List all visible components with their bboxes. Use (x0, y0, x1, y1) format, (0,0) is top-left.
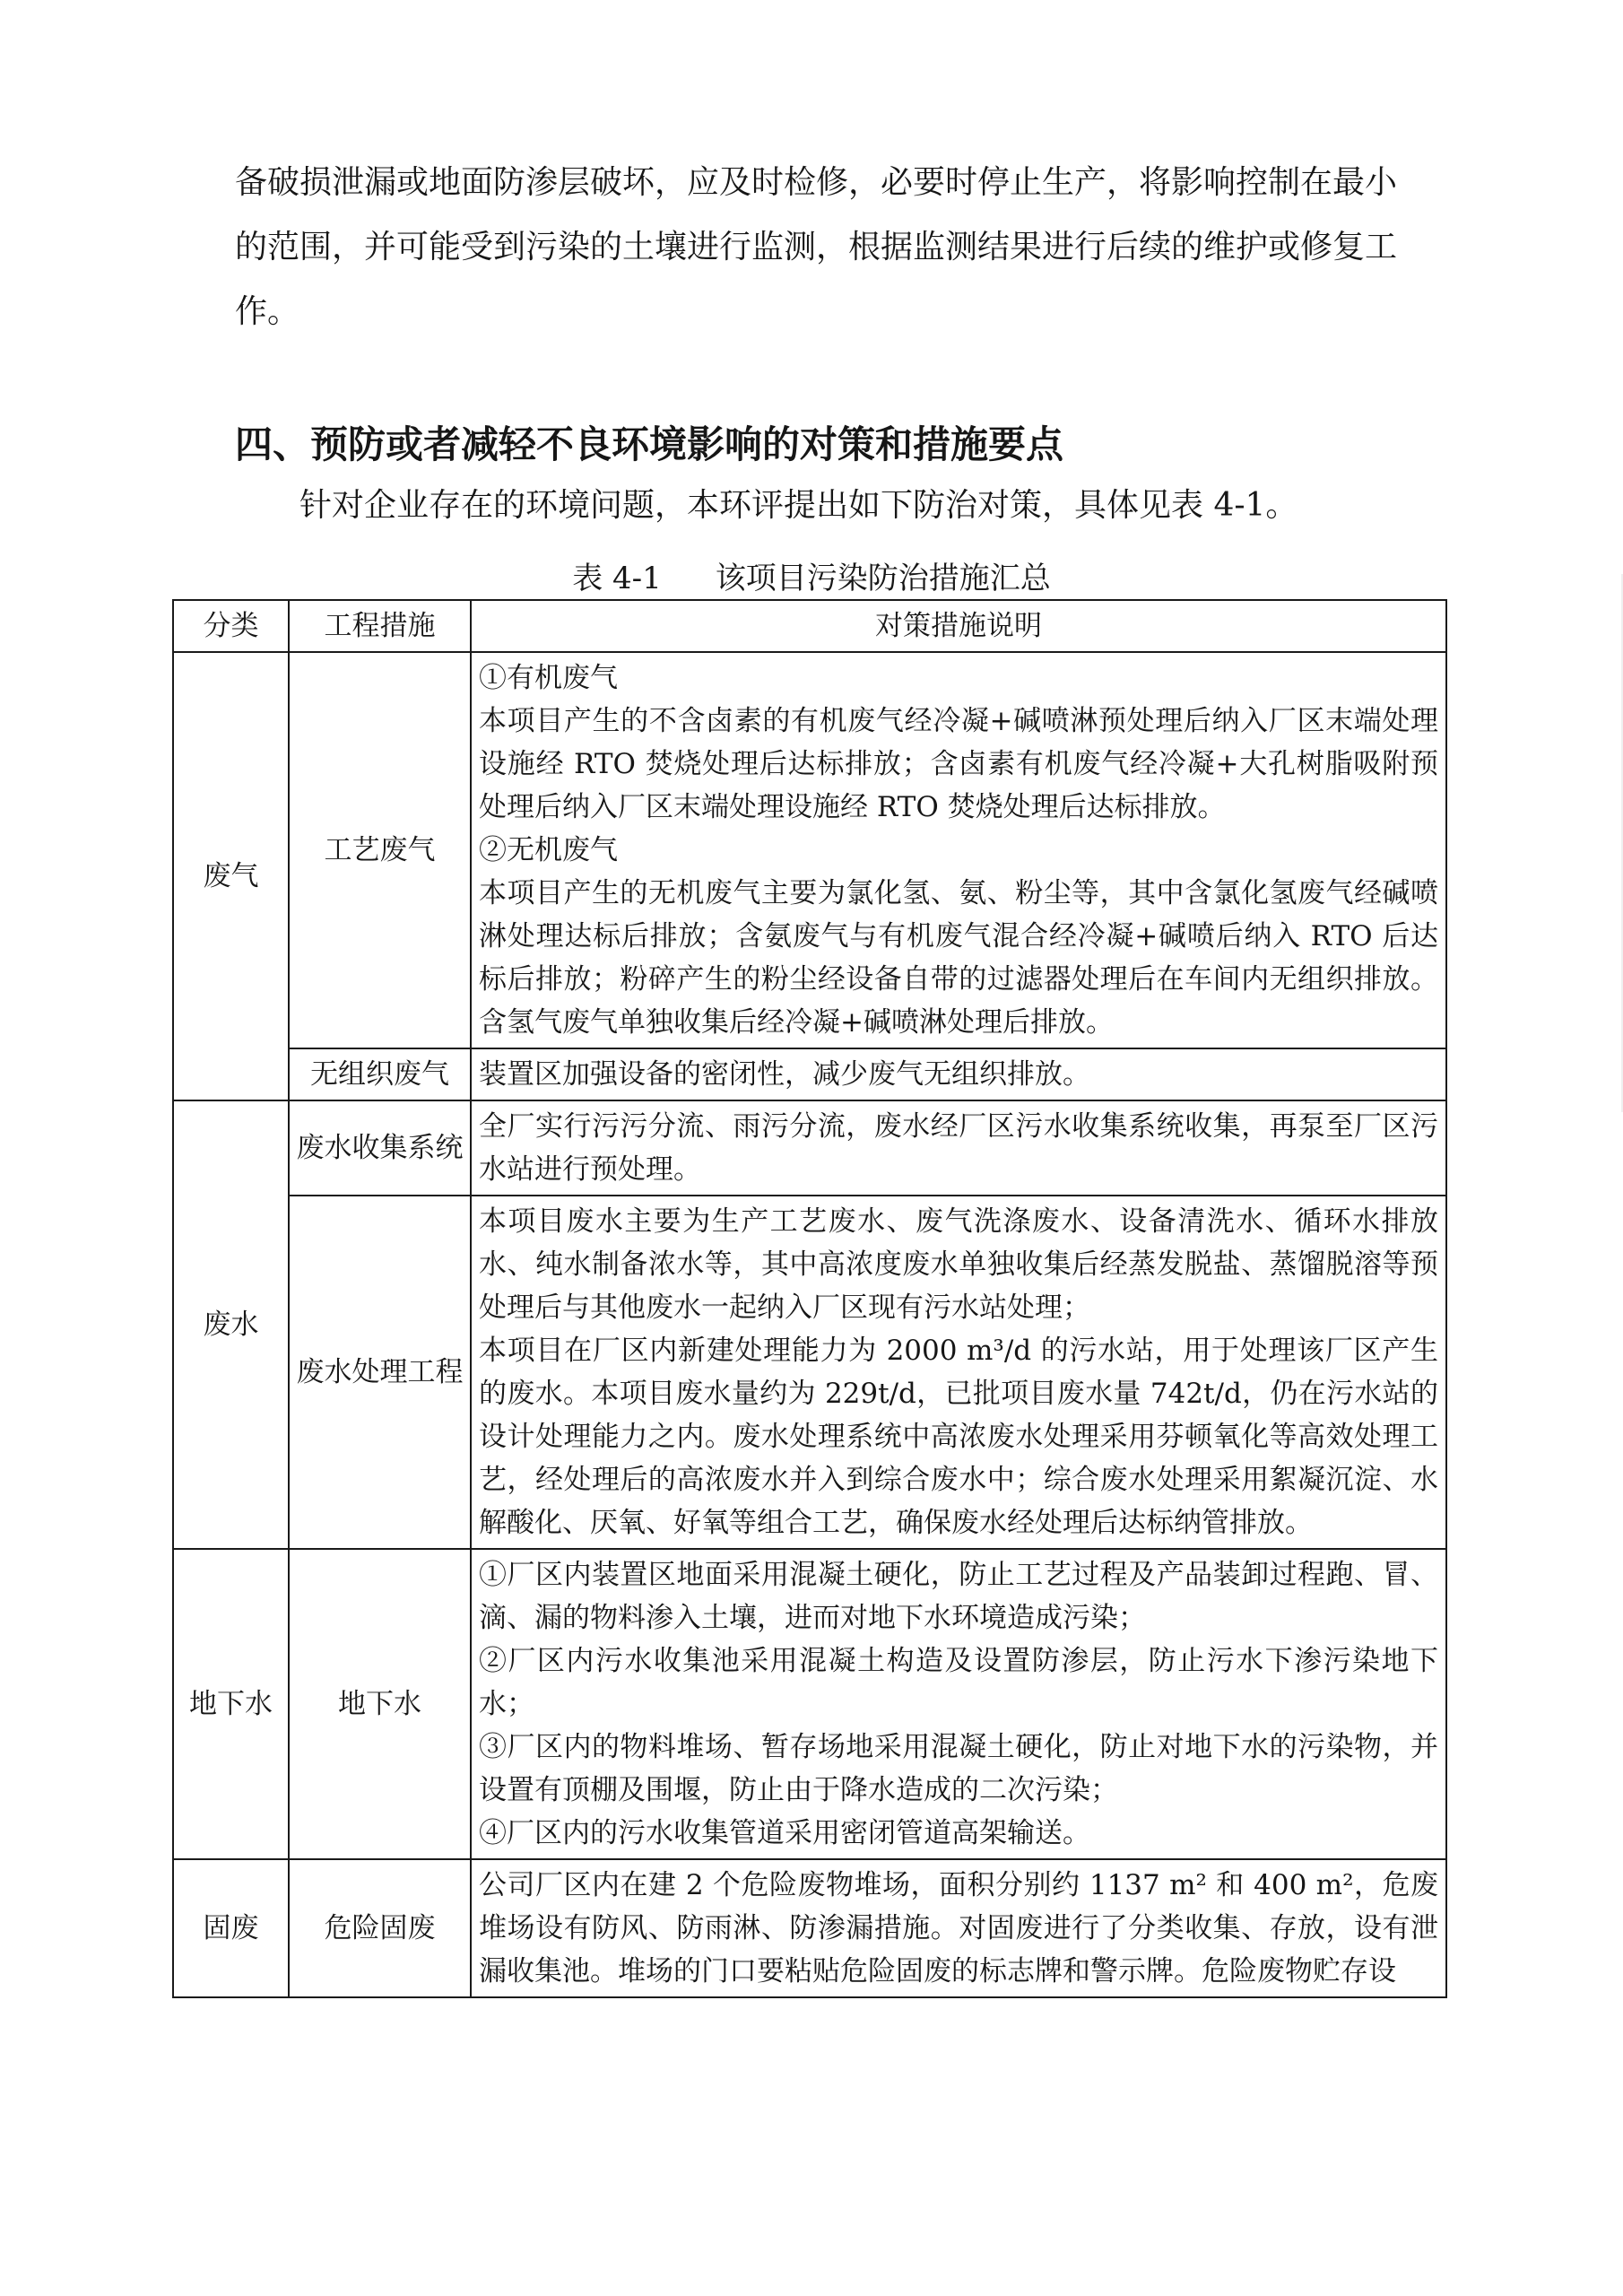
category-cell: 废气 (173, 652, 289, 1100)
category-cell: 固废 (173, 1859, 289, 1997)
table-caption-number: 表 4-1 (572, 561, 662, 596)
section-sentence: 针对企业存在的环境问题，本环评提出如下防治对策，具体见表 4-1。 (299, 487, 1298, 524)
description-cell (471, 1196, 1446, 1549)
description-cell (471, 1859, 1446, 1997)
table-row (173, 1100, 1446, 1196)
description-line: 本项目产生的不含卤素的有机废气经冷凝+碱喷淋预处理后纳入厂区末端处理设施经 RTO 焚烧处理后达标排放；含卤素有机废气经冷凝+大孔树脂吸附预处理后纳入厂区末端处理设施经 RTO 焚烧处理后达标排放。 (479, 705, 1438, 823)
description-cell (471, 1048, 1446, 1100)
description-cell (471, 652, 1446, 1048)
description-line: 装置区加强设备的密闭性，减少废气无组织排放。 (479, 1058, 1090, 1091)
measure-cell: 危险固废 (289, 1859, 471, 1997)
measure-cell: 工艺废气 (289, 652, 471, 1048)
description-line: ④厂区内的污水收集管道采用密闭管道高架输送。 (479, 1817, 1090, 1849)
description-line: 本项目在厂区内新建处理能力为 2000 m³/d 的污水站，用于处理该厂区产生的废水。本项目废水量约为 229t/d，已批项目废水量 742t/d，仍在污水站的设计处理能力之内。废水处理系统中高浓废水处理采用芬顿氧化等高效处理工艺，经处理后的高浓废水并入到综合废水中；综合废水处理采用絮凝沉淀、水解酸化、厌氧、好氧等组合工艺，确保废水经处理后达标纳管排放。 (479, 1335, 1438, 1539)
measure-cell: 废水处理工程 (289, 1196, 471, 1549)
measure-cell: 地下水 (289, 1549, 471, 1859)
intro-paragraph: 备破损泄漏或地面防渗层破坏，应及时检修，必要时停止生产，将影响控制在最小的范围，并可能受到污染的土壤进行监测，根据监测结果进行后续的维护或修复工作。 (235, 164, 1398, 330)
description-line: 本项目产生的无机废气主要为氯化氢、氨、粉尘等，其中含氯化氢废气经碱喷淋处理达标后排放；含氨废气与有机废气混合经冷凝+碱喷后纳入 RTO 后达标后排放；粉碎产生的粉尘经设备自带的过滤器处理后在车间内无组织排放。含氢气废气单独收集后经冷凝+碱喷淋处理后排放。 (479, 877, 1438, 1039)
description-line: ②厂区内污水收集池采用混凝土构造及设置防渗层，防止污水下渗污染地下水； (479, 1645, 1438, 1720)
measure-cell: 无组织废气 (289, 1048, 471, 1100)
table-row (173, 1196, 1446, 1549)
category-cell: 废水 (173, 1100, 289, 1549)
description-line: 全厂实行污污分流、雨污分流，废水经厂区污水收集系统收集，再泵至厂区污水站进行预处理。 (479, 1110, 1438, 1186)
header-engineering-measure: 工程措施 (289, 600, 471, 652)
table-row (173, 1859, 1446, 1997)
pollution-measures-table (172, 599, 1447, 1998)
description-line: 本项目废水主要为生产工艺废水、废气洗涤废水、设备清洗水、循环水排放水、纯水制备浓水等，其中高浓度废水单独收集后经蒸发脱盐、蒸馏脱溶等预处理后与其他废水一起纳入厂区现有污水站处理； (479, 1205, 1438, 1324)
measure-cell: 废水收集系统 (289, 1100, 471, 1196)
header-description: 对策措施说明 (471, 600, 1446, 652)
description-line: 公司厂区内在建 2 个危险废物堆场，面积分别约 1137 m² 和 400 m²，危废堆场设有防风、防雨淋、防渗漏措施。对固废进行了分类收集、存放，设有泄漏收集池。堆场的门口要粘贴危险固废的标志牌和警示牌。危险废物贮存设 (479, 1869, 1438, 1987)
table-caption (0, 556, 1623, 601)
table-row (173, 1549, 1446, 1859)
description-cell (471, 1549, 1446, 1859)
table-header-row (173, 600, 1446, 652)
description-line: ①厂区内装置区地面采用混凝土硬化，防止工艺过程及产品装卸过程跑、冒、滴、漏的物料渗入土壤，进而对地下水环境造成污染； (479, 1559, 1438, 1634)
description-line: ③厂区内的物料堆场、暂存场地采用混凝土硬化，防止对地下水的污染物，并设置有顶棚及围堰，防止由于降水造成的二次污染； (479, 1731, 1438, 1806)
description-line: ②无机废气 (479, 834, 618, 866)
table-row (173, 652, 1446, 1048)
section-heading: 四、预防或者减轻不良环境影响的对策和措施要点 (235, 422, 1064, 466)
header-category: 分类 (173, 600, 289, 652)
table-row (173, 1048, 1446, 1100)
description-line: ①有机废气 (479, 662, 618, 694)
category-cell: 地下水 (173, 1549, 289, 1859)
table-caption-title: 该项目污染防治措施汇总 (715, 561, 1051, 596)
description-cell (471, 1100, 1446, 1196)
